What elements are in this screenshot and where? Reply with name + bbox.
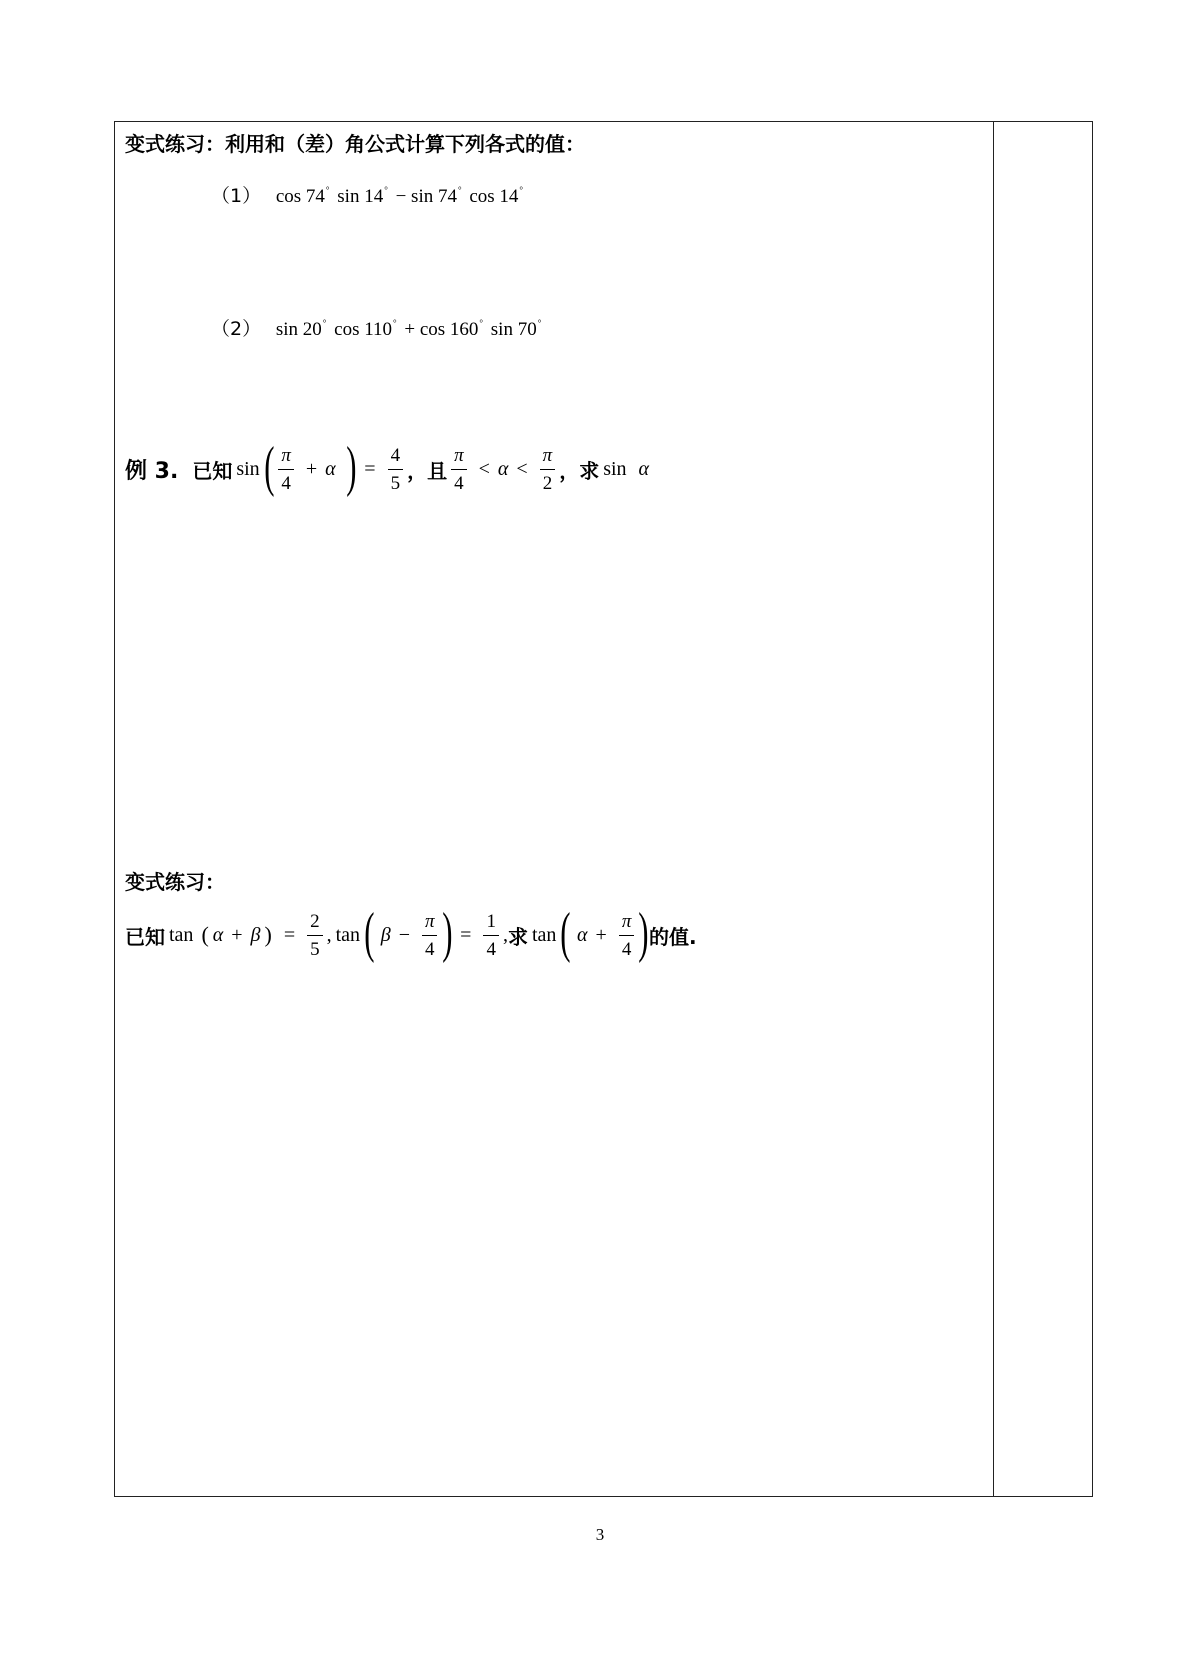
right-paren: ): [441, 902, 452, 964]
comma: ,: [502, 923, 508, 946]
exercise-heading-1: 变式练习：利用和（差）角公式计算下列各式的值：: [125, 132, 585, 156]
term: cos 110: [334, 319, 393, 340]
denominator: 4: [483, 935, 499, 959]
numerator: π: [621, 910, 632, 932]
term: sin 14: [337, 186, 384, 207]
fraction-2-over-5: [307, 912, 323, 959]
find-text: 求: [579, 458, 600, 483]
right-paren: ): [638, 902, 649, 964]
right-paren: ): [345, 436, 357, 498]
sin-function: sin: [603, 457, 627, 480]
plus-sign: +: [305, 457, 318, 480]
tan-function: tan: [531, 923, 557, 946]
left-paren: (: [560, 902, 571, 964]
denominator: 4: [451, 469, 467, 493]
numerator: 2: [310, 910, 320, 932]
fraction-pi-over-4: [422, 912, 438, 959]
degree-symbol: °: [519, 185, 524, 195]
degree-symbol: °: [537, 318, 542, 328]
fraction-pi-over-4: [278, 446, 294, 493]
exercise-heading-2: 变式练习：: [125, 870, 225, 894]
find-text: 求: [507, 924, 528, 949]
numerator: π: [454, 444, 464, 466]
operator: +: [404, 319, 416, 340]
plus-sign: +: [231, 923, 243, 946]
equals-sign: =: [460, 923, 472, 946]
numerator: π: [424, 910, 435, 932]
example-label: 例 3.: [125, 458, 179, 484]
term: cos 14: [469, 186, 519, 207]
term: cos 74: [275, 186, 325, 207]
right-paren: ): [264, 922, 272, 947]
term: sin 74: [411, 186, 457, 207]
denominator: 5: [307, 935, 323, 959]
denominator: 4: [619, 935, 635, 959]
degree-symbol: °: [384, 185, 388, 195]
alpha-symbol: α: [325, 457, 336, 480]
fraction-4-over-5: [388, 446, 404, 493]
left-paren: (: [201, 922, 209, 947]
alpha-symbol: α: [638, 457, 650, 480]
equals-sign: =: [283, 923, 296, 946]
denominator: 5: [388, 469, 404, 493]
term: cos 160: [419, 319, 479, 340]
left-paren: (: [364, 902, 375, 964]
item-number: （1）: [211, 185, 262, 207]
numerator: 4: [390, 444, 401, 466]
and-text: 且: [427, 458, 448, 483]
alpha-symbol: α: [212, 923, 224, 946]
fraction-pi-over-4: [451, 446, 467, 493]
degree-symbol: °: [479, 318, 484, 328]
equals-sign: =: [364, 457, 376, 480]
denominator: 4: [278, 469, 294, 493]
less-than-sign: <: [478, 457, 490, 480]
alpha-symbol: α: [577, 923, 588, 946]
table-column-divider: [993, 121, 994, 1497]
denominator: 4: [422, 935, 438, 959]
comma: ，: [559, 458, 580, 483]
degree-symbol: °: [457, 185, 462, 195]
item-number: （2）: [211, 318, 262, 340]
known-text: 已知: [192, 458, 233, 483]
minus-sign: −: [398, 923, 410, 946]
numerator: π: [281, 444, 291, 466]
sin-function: sin: [236, 457, 260, 480]
plus-sign: +: [595, 923, 607, 946]
operator: −: [395, 186, 407, 207]
term: sin 70: [490, 319, 537, 340]
degree-symbol: °: [325, 185, 330, 195]
page-number: 3: [595, 1525, 605, 1544]
left-paren: (: [263, 436, 275, 498]
comma: ，: [407, 458, 428, 483]
known-text: 已知: [125, 924, 165, 949]
beta-symbol: β: [250, 923, 261, 946]
fraction-1-over-4: [483, 912, 499, 959]
tail-text: 的值.: [649, 924, 697, 949]
fraction-pi-over-2: [540, 446, 556, 493]
tan-function: tan: [169, 923, 194, 946]
fraction-pi-over-4: [619, 912, 635, 959]
example-3: [125, 436, 650, 498]
degree-symbol: °: [322, 318, 327, 328]
denominator: 2: [540, 469, 556, 493]
comma: ,: [326, 923, 332, 946]
beta-symbol: β: [380, 923, 391, 946]
numerator: 1: [486, 910, 496, 932]
exercise-item-2: [211, 314, 544, 341]
exercise-problem: [125, 902, 697, 964]
numerator: π: [542, 444, 553, 466]
tan-function: tan: [335, 923, 361, 946]
exercise-item-1: [211, 181, 526, 208]
term: sin 20: [275, 319, 322, 340]
degree-symbol: °: [393, 318, 397, 328]
less-than-sign: <: [516, 457, 528, 480]
alpha-symbol: α: [497, 457, 509, 480]
